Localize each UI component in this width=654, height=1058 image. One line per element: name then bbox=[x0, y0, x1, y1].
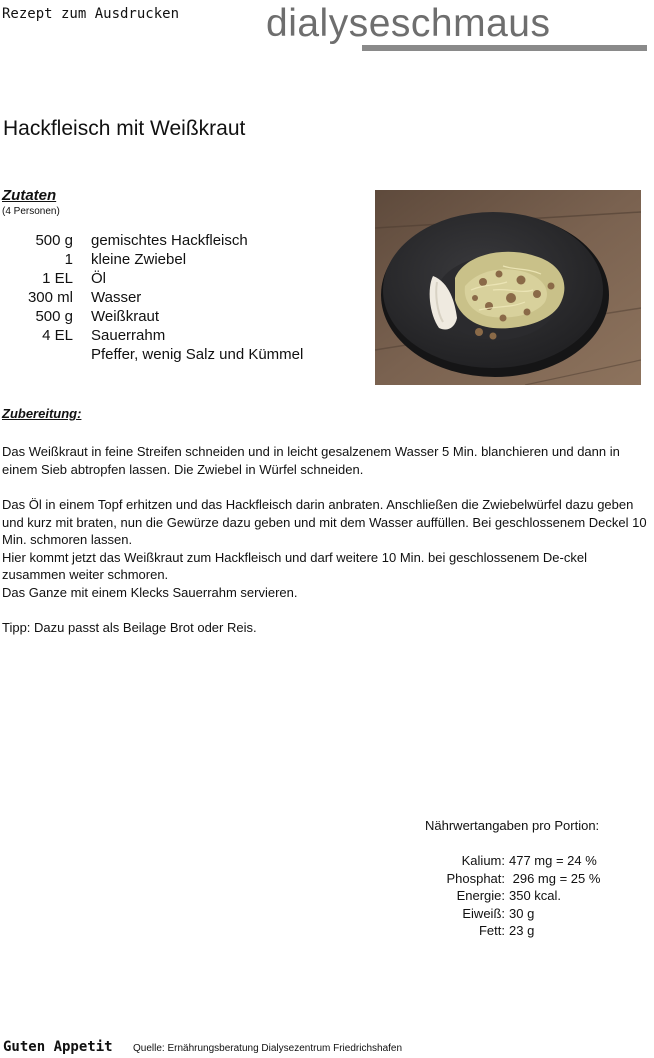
ingredient-name: Wasser bbox=[91, 289, 142, 306]
preparation-paragraph: Das Weißkraut in feine Streifen schneiden und in leicht gesalzenem Wasser 5 Min. blanchieren und dann in einem Sieb abtropfen lassen. Die Zwiebel in Würfel schneiden. bbox=[2, 444, 620, 477]
ingredient-quantity: 1 EL bbox=[42, 270, 73, 287]
logo-underline bbox=[362, 45, 647, 51]
ingredient-quantity: 500 g bbox=[35, 232, 73, 249]
nutrition-value: 30 g bbox=[509, 905, 535, 921]
ingredients-heading: Zutaten bbox=[2, 187, 57, 204]
recipe-title: Hackfleisch mit Weißkraut bbox=[3, 117, 246, 140]
nutrition-value: 350 kcal. bbox=[509, 888, 562, 903]
ingredient-name: Sauerrahm bbox=[91, 327, 166, 344]
ingredient-name: kleine Zwiebel bbox=[91, 251, 187, 268]
footer-greeting: Guten Appetit bbox=[3, 1039, 113, 1055]
nutrition-label: Energie: bbox=[456, 888, 505, 903]
nutrition-label: Eiweiß: bbox=[462, 905, 505, 921]
site-logo: dialyseschmaus bbox=[266, 2, 551, 45]
nutrition-value: 477 mg = 24 % bbox=[509, 853, 597, 868]
ingredient-quantity: 1 bbox=[64, 251, 73, 268]
nutrition-value: 296 mg = 25 % bbox=[509, 870, 601, 886]
preparation-heading: Zubereitung: bbox=[2, 406, 82, 421]
ingredient-name: Weißkraut bbox=[91, 308, 160, 325]
nutrition-label: Fett: bbox=[478, 923, 505, 938]
footer-source: Quelle: Ernährungsberatung Dialysezentrum Friedrichshafen bbox=[133, 1043, 403, 1054]
ingredient-name: Pfeffer, wenig Salz und Kümmel bbox=[91, 346, 304, 363]
recipe-photo bbox=[375, 190, 641, 385]
ingredient-quantity: 4 EL bbox=[42, 327, 73, 344]
tip-paragraph: Tipp: Dazu passt als Beilage Brot oder Reis. bbox=[2, 620, 257, 635]
nutrition-heading: Nährwertangaben pro Portion: bbox=[425, 818, 600, 833]
ingredient-quantity: 500 g bbox=[35, 308, 73, 325]
ingredient-name: Öl bbox=[91, 270, 106, 287]
ingredient-name: gemischtes Hackfleisch bbox=[91, 232, 248, 249]
nutrition-label: Kalium: bbox=[461, 853, 505, 868]
nutrition-label: Phosphat: bbox=[446, 870, 505, 886]
preparation-paragraph: Das Öl in einem Topf erhitzen und das Hackfleisch darin anbraten. Anschließen die Zwiebelwürfel dazu geben und kurz mit braten, nun die Gewürze dazu geben und mit dem Wasser auffüllen. Bei geschlossenem Deckel 10 Min. schmoren lassen. Hier kommt jetzt das Weißkraut zum Hackfleisch und darf weitere 10 Min. bei geschlossenem De-ckel zusammen weiter schmoren. Das Ganze mit einem Klecks Sauerrahm servieren. bbox=[2, 497, 647, 600]
print-label: Rezept zum Ausdrucken bbox=[2, 6, 180, 22]
ingredient-quantity: 300 ml bbox=[27, 289, 73, 306]
servings-note: (4 Personen) bbox=[2, 206, 60, 217]
nutrition-value: 23 g bbox=[509, 923, 535, 938]
